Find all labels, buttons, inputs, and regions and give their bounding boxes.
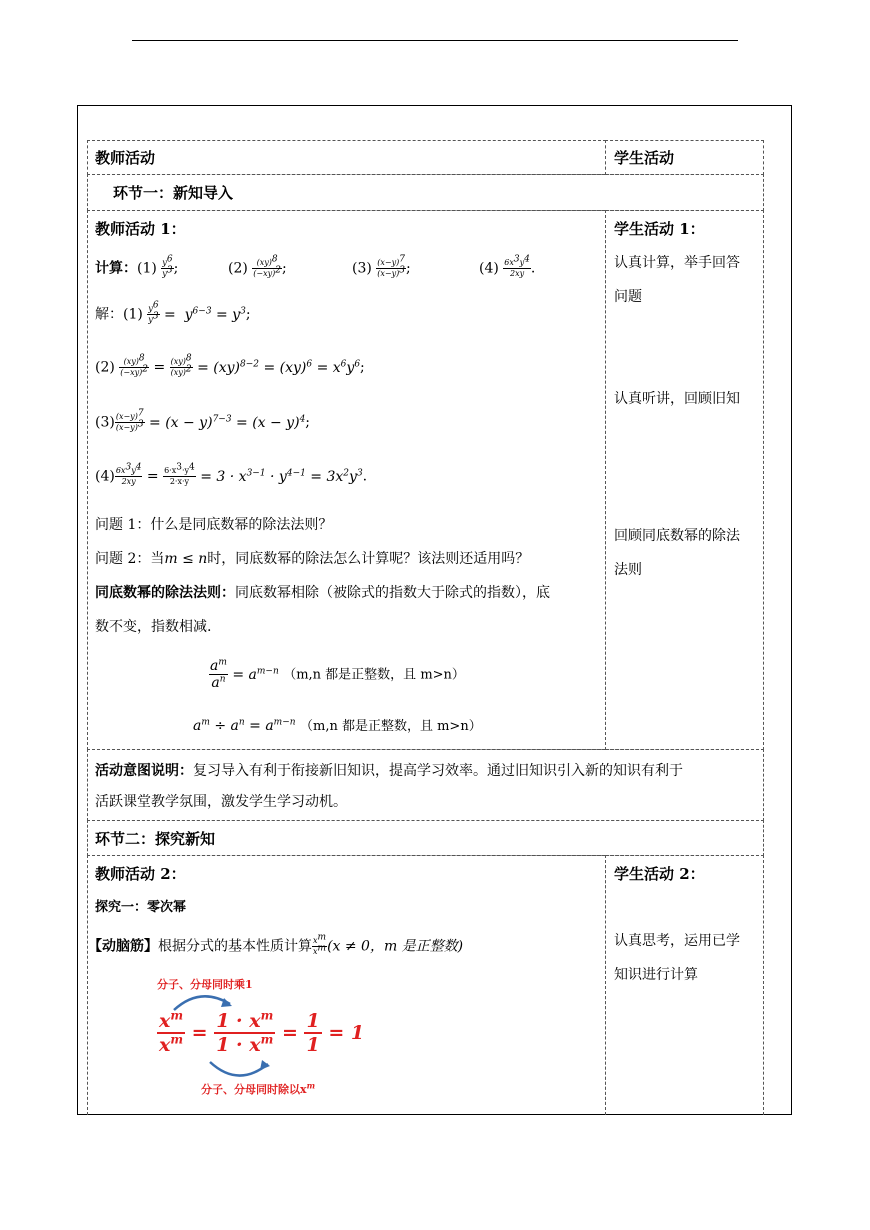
frac-xm-xm: $\frac{x^m}{x^m}$ [159, 1008, 184, 1056]
solution-4: (4) $\frac{6x^3y^4}{2xy}$ = $\frac{6\cdot x^3\cdot y^4}{2\cdot x\cdot y}$ = $3 \cdot x^{3-1} \cdot y^{4-1} = 3x^2y^3$. [95, 462, 368, 486]
section2-teacher-heading: 教师活动 2： [95, 865, 186, 883]
solution-label: 解： [95, 306, 123, 323]
header-teacher-label: 教师活动 [95, 149, 156, 167]
formula-cond-2: （m,n 都是正整数，且 m>n） [300, 719, 482, 734]
section2-title: 环节二：探究新知 [95, 830, 216, 848]
question-1: 问题 1：什么是同底数幂的除法法则？ [95, 517, 333, 533]
expr-3: $\frac{(x-y)^7}{(x-y)^3}$ [377, 254, 406, 278]
annotation-bottom-text: 分子、分母同时除以x [201, 1083, 307, 1096]
annotation-bottom: 分子、分母同时除以$x^m$ [201, 1080, 316, 1096]
section1-student-heading: 学生活动 1： [614, 220, 705, 238]
expr-4: $\frac{6x^3y^4}{2xy}$ [504, 254, 530, 278]
formula-cond-1: （m,n 都是正整数，且 m>n） [283, 667, 465, 683]
calc-2: (2) $\frac{(xy)^8}{(-xy)^2}$ ; [228, 254, 287, 278]
q2-pre: 问题 2：当 [95, 551, 165, 567]
question-2 [95, 549, 529, 569]
calc-line: 计算：(1) $\frac{y^6}{y^3}$ ; [95, 254, 179, 278]
intent-line-1 [95, 761, 683, 781]
brain-line: 【动脑筋】根据分式的基本性质计算 $\frac{x^m}{x^m}$ (x ≠ 0，m 是正整数) [88, 932, 464, 956]
intent-text-1: 复习导入有利于衔接新旧知识，提高学习效率。通过旧知识引入新的知识有利于 [193, 763, 683, 779]
student2-line-2: 知识进行计算 [614, 967, 698, 983]
solution-3: (3) $\frac{(x-y)^7}{(x-y)^3}$ = $(x - y)^{7-3} = (x - y)^4$; [95, 408, 311, 432]
student1-line-4: 回顾同底数幂的除法 [614, 528, 740, 544]
rule-body-1: 同底数幂相除（被除式的指数大于除式的指数），底 [235, 585, 550, 601]
brain-label: 【动脑筋】 [88, 938, 158, 955]
zero-power-derivation: $\frac{x^m}{x^m}$ = $\frac{1 \cdot x^m}{1 \cdot x^m}$ = $\frac{1}{1}$ = 1 [159, 1008, 365, 1056]
calc-item-2: (2) [228, 260, 248, 277]
calc-item-4: (4) [479, 260, 499, 277]
brain-cond: (x ≠ 0，m 是正整数) [327, 938, 464, 955]
section1-title: 环节一：新知导入 [113, 184, 234, 202]
frac-1-1: $\frac{1}{1}$ [306, 1010, 320, 1056]
q2-post: 时，同底数幂的除法怎么计算呢？该法则还适用吗？ [207, 551, 530, 567]
section2-student-cell [605, 855, 764, 1115]
section2-student-heading: 学生活动 2： [614, 865, 705, 883]
annotation-top: 分子、分母同时乘1 [157, 978, 253, 991]
header-rule [132, 40, 738, 41]
formula-1: $\frac{a^m}{a^n}$ = $a^{m-n}$ （m,n 都是正整数，且 m>n） [210, 657, 465, 691]
student1-line-3: 认真听讲，回顾旧知 [614, 391, 740, 407]
student1-line-2: 问题 [614, 289, 642, 305]
intent-line-2: 活跃课堂教学氛围，激发学生学习动机。 [95, 794, 347, 810]
intent-label: 活动意图说明： [95, 763, 193, 779]
expr-2: $\frac{(xy)^8}{(-xy)^2}$ [253, 254, 282, 278]
formula-2: $a^m \div a^n = a^{m-n}$ （m,n 都是正整数，且 m>n） [193, 717, 482, 734]
calc-item-1: (1) [137, 260, 157, 277]
rule-line-1 [95, 583, 550, 603]
solution-2: (2) $\frac{(xy)^8}{(-xy)^2}$ = $\frac{(xy)^8}{(xy)^2}$ = $(xy)^{8-2} = (xy)^6 = x^6y^6$; [95, 353, 365, 377]
header-teacher-cell [87, 140, 606, 175]
solution-1: 解：(1) $\frac{y^6}{y^3}$ = $y^{6-3} = y^3$; [95, 300, 251, 324]
student1-line-5: 法则 [614, 562, 642, 578]
calc-item-3: (3) [352, 260, 372, 277]
frac-1xm-1xm: $\frac{1 \cdot x^m}{1 \cdot x^m}$ [216, 1008, 274, 1056]
rule-title: 同底数幂的除法法则： [95, 585, 235, 601]
expr-1: $\frac{y^6}{y^3}$ [162, 254, 173, 278]
q2-cond: m ≤ n [164, 551, 208, 567]
calc-3: (3) $\frac{(x-y)^7}{(x-y)^3}$ ; [352, 254, 411, 278]
section1-teacher-heading: 教师活动 1： [95, 220, 186, 238]
student1-line-1: 认真计算，举手回答 [614, 255, 740, 271]
calc-label: 计算： [95, 260, 137, 277]
student2-line-1: 认真思考，运用已学 [614, 933, 740, 949]
header-student-label: 学生活动 [614, 149, 675, 167]
explore-1: 探究一：零次幂 [95, 900, 187, 915]
calc-4: (4) $\frac{6x^3y^4}{2xy}$ . [479, 254, 536, 278]
brain-text: 根据分式的基本性质计算 [158, 938, 312, 955]
rule-line-2: 数不变，指数相减. [95, 619, 212, 635]
